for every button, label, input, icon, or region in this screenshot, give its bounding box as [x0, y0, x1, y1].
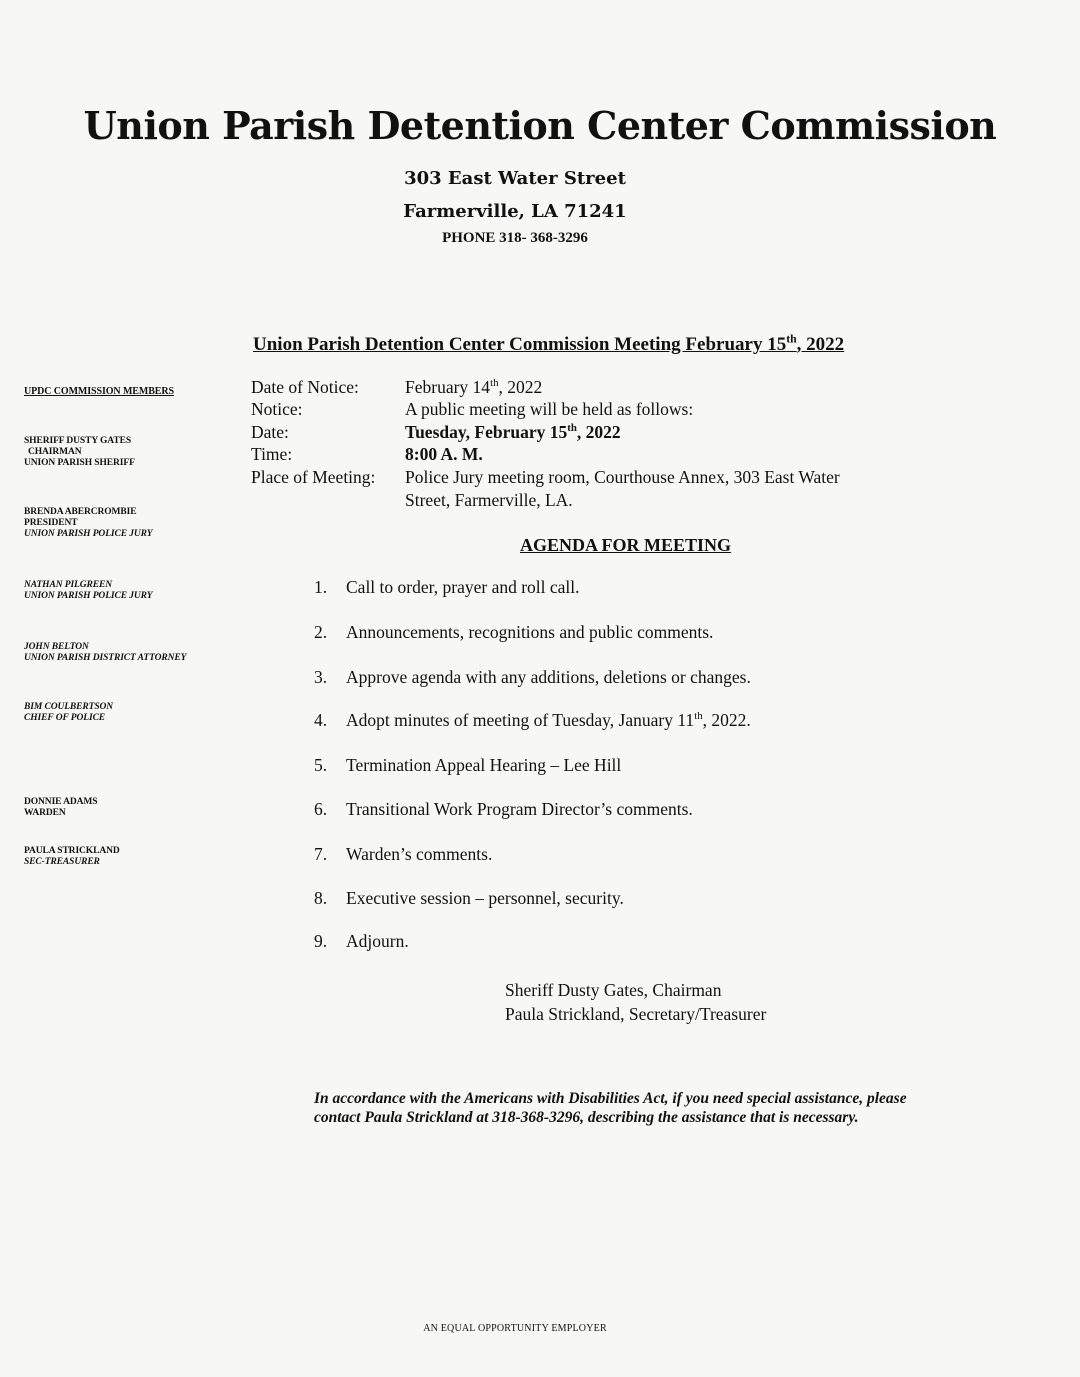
- meeting-date-label: Date:: [251, 422, 289, 442]
- notice-date-year: , 2022: [498, 377, 543, 397]
- member-role: CHAIRMAN: [28, 447, 82, 457]
- agenda-item-tail: , 2022.: [702, 710, 751, 730]
- meeting-place-label: Place of Meeting:: [251, 467, 376, 487]
- agenda-item-number: 1.: [314, 577, 328, 597]
- member-police-jury: [24, 580, 152, 602]
- notice-value: A public meeting will be held as follows:: [405, 399, 694, 419]
- member-name: JOHN BELTON: [24, 642, 89, 652]
- meeting-heading-year: , 2022: [796, 334, 845, 355]
- notice-label: Notice:: [251, 399, 303, 419]
- member-name: DONNIE ADAMS: [24, 797, 98, 807]
- meeting-date-value: [405, 422, 621, 443]
- chairman-signature: Sheriff Dusty Gates, Chairman: [505, 980, 722, 1000]
- agenda-item-text: Call to order, prayer and roll call.: [346, 577, 580, 597]
- agenda-item-number: 5.: [314, 755, 328, 775]
- agenda-item-text: Approve agenda with any additions, deletions or changes.: [346, 667, 751, 687]
- agenda-item: [314, 888, 624, 909]
- phone-number: PHONE 318- 368-3296: [442, 230, 588, 246]
- meeting-place-line1: Police Jury meeting room, Courthouse Annex, 303 East Water: [405, 467, 840, 487]
- agenda-item: [314, 931, 409, 952]
- member-org: UNION PARISH POLICE JURY: [24, 529, 153, 539]
- agenda-item: [314, 577, 580, 598]
- agenda-item-text: Warden’s comments.: [346, 844, 493, 864]
- agenda-item: [314, 844, 492, 865]
- agenda-item-number: 2.: [314, 622, 328, 642]
- member-role: PRESIDENT: [24, 518, 78, 528]
- notice-date-value: [405, 377, 542, 398]
- meeting-heading-text: Union Parish Detention Center Commission Meeting February 15: [253, 334, 787, 355]
- agenda-item-number: 4.: [314, 710, 328, 730]
- meeting-date-sup: th: [567, 422, 577, 435]
- member-chief-of-police: [24, 702, 113, 724]
- agenda-item-text: Executive session – personnel, security.: [346, 888, 624, 908]
- agenda-item: [314, 710, 751, 731]
- agenda-item-text: Announcements, recognitions and public comments.: [346, 622, 714, 642]
- sidebar-heading: UPDC COMMISSION MEMBERS: [24, 386, 174, 397]
- agenda-item-number: 3.: [314, 667, 328, 687]
- member-org: CHIEF OF POLICE: [24, 713, 106, 723]
- member-name: PAULA STRICKLAND: [24, 846, 120, 856]
- member-president: [24, 507, 152, 540]
- meeting-date-year: , 2022: [576, 422, 621, 442]
- meeting-time-value: 8:00 A. M.: [405, 444, 483, 464]
- member-org: UNION PARISH SHERIFF: [24, 458, 135, 468]
- ada-notice: In accordance with the Americans with Disabilities Act, if you need special assistance, please contact Paula Strickland at 318-368-3296, describing the assistance that is necessary.: [314, 1090, 907, 1126]
- agenda-title: AGENDA FOR MEETING: [520, 535, 732, 555]
- agenda-item: [314, 622, 713, 643]
- agenda-item-number: 6.: [314, 799, 328, 819]
- member-sheriff: [24, 436, 135, 469]
- notice-date-text: February 14: [405, 377, 491, 397]
- agenda-item: [314, 799, 693, 820]
- notice-date-label: Date of Notice:: [251, 377, 359, 397]
- agenda-item-number: 8.: [314, 888, 328, 908]
- agenda-item-text: Adjourn.: [346, 931, 409, 951]
- agenda-item-text: Termination Appeal Hearing – Lee Hill: [346, 755, 622, 775]
- member-name: BIM COULBERTSON: [24, 702, 114, 712]
- meeting-date-text: Tuesday, February 15: [405, 422, 568, 442]
- member-name: NATHAN PILGREEN: [24, 580, 112, 590]
- member-name: SHERIFF DUSTY GATES: [24, 436, 132, 446]
- member-org: UNION PARISH POLICE JURY: [24, 591, 153, 601]
- meeting-time-label: Time:: [251, 444, 293, 464]
- meeting-heading-sup: th: [786, 332, 797, 346]
- agenda-item-number: 7.: [314, 844, 328, 864]
- notice-date-sup: th: [490, 377, 499, 390]
- address-city: Farmerville, LA 71241: [403, 201, 627, 222]
- member-district-attorney: [24, 642, 186, 664]
- address-street: 303 East Water Street: [404, 168, 626, 189]
- member-sec-treasurer: [24, 846, 120, 868]
- organization-title: Union Parish Detention Center Commission: [83, 103, 997, 148]
- member-role: SEC-TREASURER: [24, 857, 100, 867]
- agenda-item-text: Transitional Work Program Director’s comments.: [346, 799, 693, 819]
- member-name: BRENDA ABERCROMBIE: [24, 507, 137, 517]
- agenda-item-sup: th: [694, 710, 703, 723]
- agenda-item: [314, 755, 621, 776]
- agenda-item-number: 9.: [314, 931, 328, 951]
- footer-eoe: AN EQUAL OPPORTUNITY EMPLOYER: [423, 1323, 607, 1334]
- meeting-heading: [253, 334, 844, 356]
- signature-block: [505, 978, 766, 1026]
- agenda-item-text: Adopt minutes of meeting of Tuesday, January 11: [346, 710, 695, 730]
- meeting-place-line2: Street, Farmerville, LA.: [405, 490, 573, 510]
- member-role: WARDEN: [24, 808, 66, 818]
- secretary-signature: Paula Strickland, Secretary/Treasurer: [505, 1004, 767, 1024]
- commission-members-sidebar: [24, 386, 244, 867]
- member-org: UNION PARISH DISTRICT ATTORNEY: [24, 653, 187, 663]
- agenda-item: [314, 667, 751, 688]
- member-warden: [24, 797, 98, 819]
